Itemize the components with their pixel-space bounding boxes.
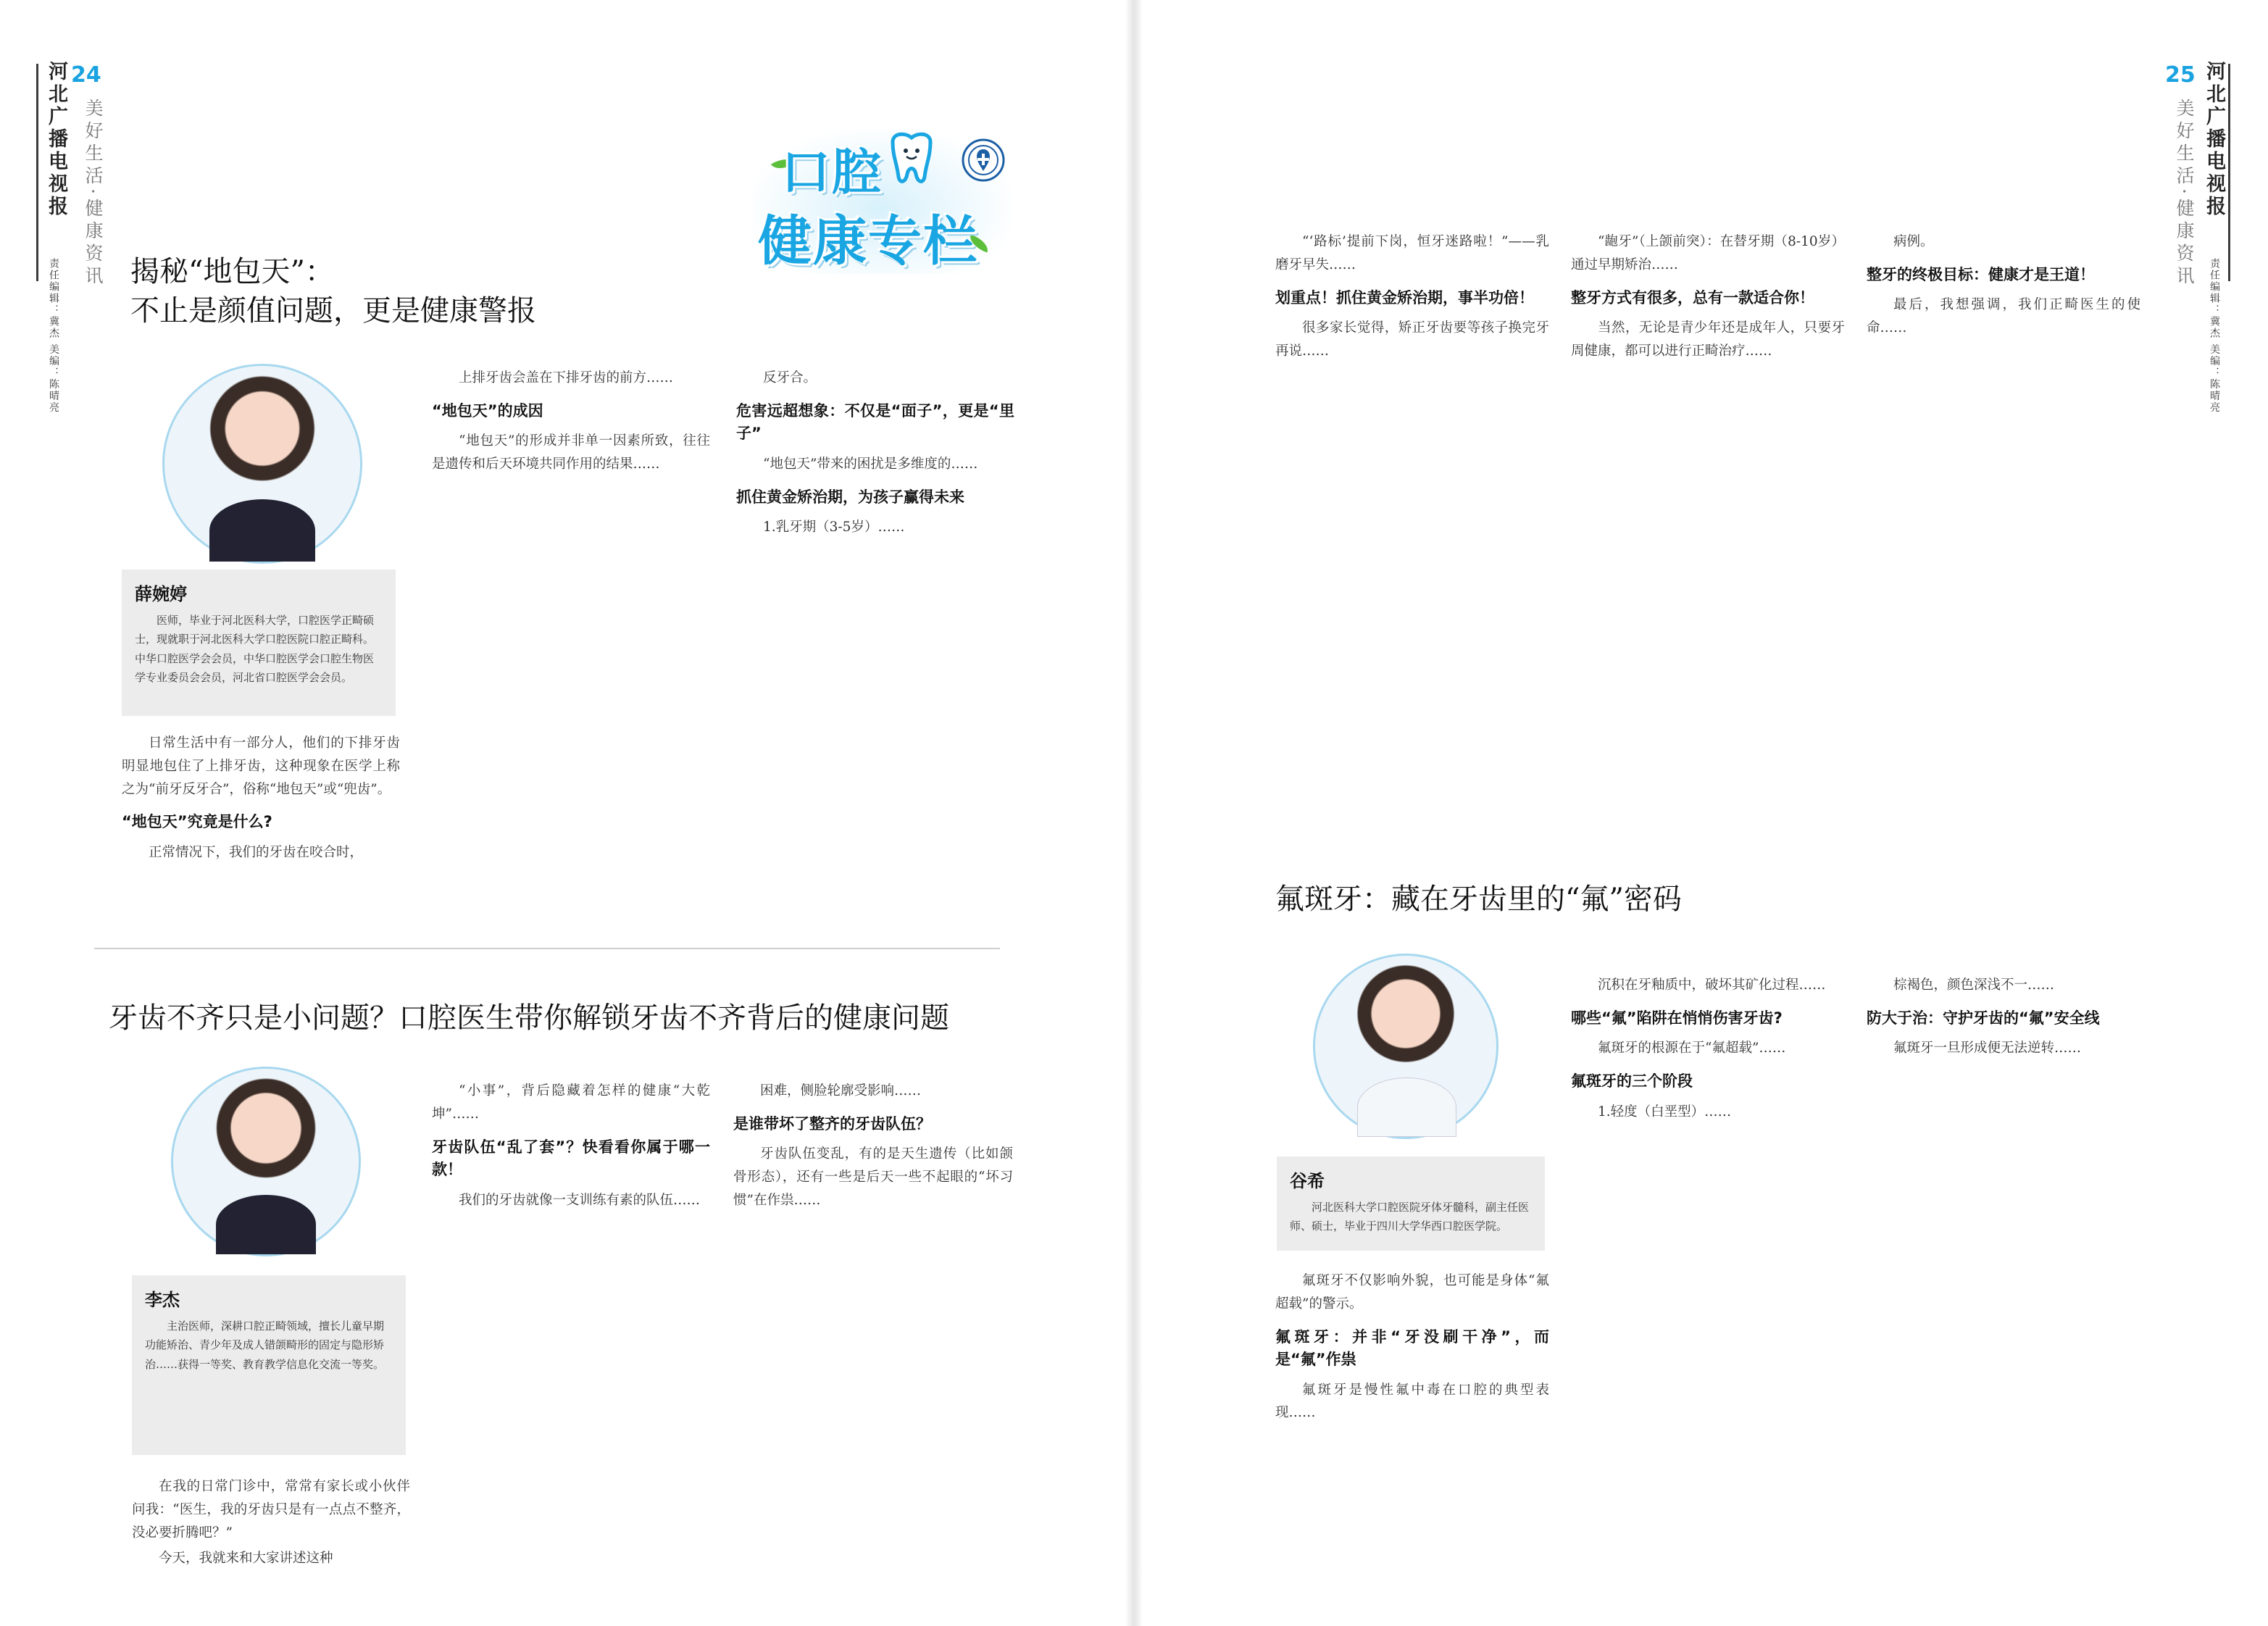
paragraph: 牙齿队伍变乱，有的是天生遗传（比如颌骨形态），还有一些是后天一些不起眼的“坏习惯”在作祟…… — [733, 1146, 1013, 1208]
page-gutter — [1125, 0, 1143, 1626]
paragraph: 病例。 — [1893, 234, 1934, 249]
subheading: 是谁带坏了整齐的牙齿队伍？ — [733, 1114, 931, 1133]
subheading: “地包天”的成因 — [432, 401, 543, 420]
hospital-emblem-icon — [961, 138, 1006, 183]
section-label-left: 美好生活·健康资讯 — [83, 99, 104, 288]
author-avatar-gu — [1313, 954, 1498, 1139]
article1-column-2 — [432, 367, 710, 479]
paragraph: 日常生活中有一部分人，他们的下排牙齿明显地包住了上排牙齿，这种现象在医学上称之为“前牙反牙合”，俗称“地包天”或“兜齿”。 — [122, 735, 400, 797]
article2-column-2 — [432, 1080, 710, 1214]
paragraph: 1.乳牙期（3-5岁）…… — [763, 520, 905, 535]
article1-headline — [130, 252, 536, 330]
page-number-right: 25 — [2165, 62, 2196, 88]
author-avatar-xue — [162, 364, 362, 564]
subheading: 整牙方式有很多，总有一款适合你！ — [1571, 288, 1814, 307]
paragraph: “地包天”带来的困扰是多维度的…… — [763, 456, 978, 472]
paragraph: 氟斑牙一旦形成便无法逆转…… — [1893, 1041, 2082, 1056]
article2-column-3 — [733, 1080, 1013, 1215]
subheading: 氟斑牙的三个阶段 — [1571, 1072, 1693, 1091]
subheading: “地包天”究竟是什么? — [122, 813, 272, 831]
author-bio: 主治医师，深耕口腔正畸领域，擅长儿童早期功能矫治、青少年及成人错颌畸形的固定与隐形矫治……获得一等奖、教育教学信息化交流一等奖。 — [145, 1319, 385, 1371]
author-avatar-li — [171, 1067, 361, 1256]
rail-rule-left — [36, 64, 38, 281]
paragraph: 反牙合。 — [763, 370, 817, 385]
paragraph: 我们的牙齿就像一支训练有素的队伍…… — [459, 1192, 701, 1208]
author-box-gu — [1277, 1156, 1545, 1251]
paragraph: 氟斑牙不仅影响外貌，也可能是身体“氟超载”的警示。 — [1275, 1273, 1549, 1312]
paragraph: “地包天”的形成并非单一因素所致，往往是遗传和后天环境共同作用的结果…… — [432, 433, 710, 472]
paragraph: 上排牙齿会盖在下排牙齿的前方…… — [459, 370, 674, 385]
article4-column-1 — [1275, 1269, 1549, 1427]
author-name: 薛婉婷 — [135, 584, 187, 604]
article3-column-3 — [1867, 230, 2140, 343]
paragraph: 在我的日常门诊中，常常有家长或小伙伴问我：“医生，我的牙齿只是有一点点不整齐，没必要折腾吧？” — [132, 1479, 410, 1540]
paragraph: 1.轻度（白垩型）…… — [1598, 1104, 1732, 1120]
subheading: 危害远超想象：不仅是“面子”，更是“里子” — [736, 401, 1014, 443]
publication-name-right: 河北广播电视报 — [2203, 61, 2225, 218]
paragraph: 棕褐色，颜色深浅不一…… — [1893, 977, 2055, 993]
paragraph: 沉积在牙釉质中，破坏其矿化过程…… — [1598, 977, 1826, 993]
column-logo-line2: 健康专栏 — [758, 210, 978, 272]
subheading: 牙齿队伍“乱了套”？快看看你属于哪一款！ — [432, 1138, 710, 1179]
paragraph: 当然，无论是青少年还是成年人，只要牙周健康，都可以进行正畸治疗…… — [1571, 320, 1845, 359]
paragraph: 最后，我想强调，我们正畸医生的使命…… — [1867, 297, 2140, 336]
article-divider — [94, 948, 1000, 949]
article2-column-1 — [132, 1475, 410, 1573]
paragraph: “小事”，背后隐藏着怎样的健康“大乾坤”…… — [432, 1083, 710, 1122]
subheading: 氟斑牙：并非“牙没刷干净”，而是“氟”作祟 — [1275, 1327, 1549, 1369]
paragraph: “龅牙”（上颌前突）：在替牙期（8-10岁）通过早期矫治…… — [1571, 234, 1845, 272]
article4-column-3 — [1867, 974, 2140, 1063]
article1-column-3 — [736, 367, 1014, 542]
section-label-right: 美好生活·健康资讯 — [2174, 99, 2195, 288]
column-logo-line1: 口腔 — [781, 144, 883, 201]
article2-headline: 牙齿不齐只是小问题？口腔医生带你解锁牙齿不齐背后的健康问题 — [109, 1001, 949, 1035]
oral-health-column-logo — [751, 129, 1012, 274]
paragraph: 今天，我就来和大家讲述这种 — [159, 1551, 333, 1567]
subheading: 抓住黄金矫治期，为孩子赢得未来 — [736, 488, 964, 506]
paragraph: 氟斑牙是慢性氟中毒在口腔的典型表现…… — [1275, 1382, 1549, 1421]
article4-headline: 氟斑牙：藏在牙齿里的“氟”密码 — [1275, 883, 1682, 916]
tooth-icon — [887, 132, 936, 185]
subheading: 防大于治：守护牙齿的“氟”安全线 — [1867, 1009, 2100, 1027]
paragraph: 很多家长觉得，矫正牙齿要等孩子换完牙再说…… — [1275, 320, 1549, 359]
editor-credit-left: 责任编辑：冀杰 美编：陈晴亮 — [48, 258, 59, 414]
author-name: 李杰 — [145, 1290, 180, 1310]
paragraph: 正常情况下，我们的牙齿在咬合时， — [149, 844, 364, 860]
author-box-xue — [122, 570, 396, 716]
editor-credit-right: 责任编辑：冀杰 美编：陈晴亮 — [2209, 258, 2220, 414]
article1-title-line1: 揭秘“地包天”： — [130, 255, 334, 288]
paragraph: 困难，侧脸轮廓受影响…… — [760, 1083, 922, 1098]
paragraph: “‘路标’提前下岗，恒牙迷路啦！”——乳磨牙早失…… — [1275, 234, 1549, 272]
article3-column-1 — [1275, 230, 1549, 366]
subheading: 整牙的终极目标：健康才是王道！ — [1867, 265, 2095, 283]
paragraph: 氟斑牙的根源在于“氟超载”…… — [1598, 1041, 1786, 1056]
publication-name-left: 河北广播电视报 — [45, 61, 67, 218]
article4-column-2 — [1571, 974, 1845, 1126]
article1-column-1 — [122, 732, 400, 867]
article1-title-line2: 不止是颜值问题，更是健康警报 — [130, 294, 536, 328]
subheading: 划重点！抓住黄金矫治期，事半功倍！ — [1275, 288, 1534, 307]
article3-column-2 — [1571, 230, 1845, 366]
author-name: 谷希 — [1290, 1171, 1325, 1191]
author-bio: 河北医科大学口腔医院牙体牙髓科，副主任医师、硕士，毕业于四川大学华西口腔医学院。 — [1290, 1201, 1530, 1233]
author-bio: 医师，毕业于河北医科大学，口腔医学正畸硕士，现就职于河北医科大学口腔医院口腔正畸科。中华口腔医学会会员，中华口腔医学会口腔生物医学专业委员会会员，河北省口腔医学会会员。 — [135, 614, 375, 684]
page-number-left: 24 — [71, 62, 101, 88]
subheading: 哪些“氟”陷阱在悄悄伤害牙齿? — [1571, 1009, 1783, 1027]
author-box-li — [132, 1275, 406, 1455]
rail-rule-right — [2228, 64, 2230, 281]
